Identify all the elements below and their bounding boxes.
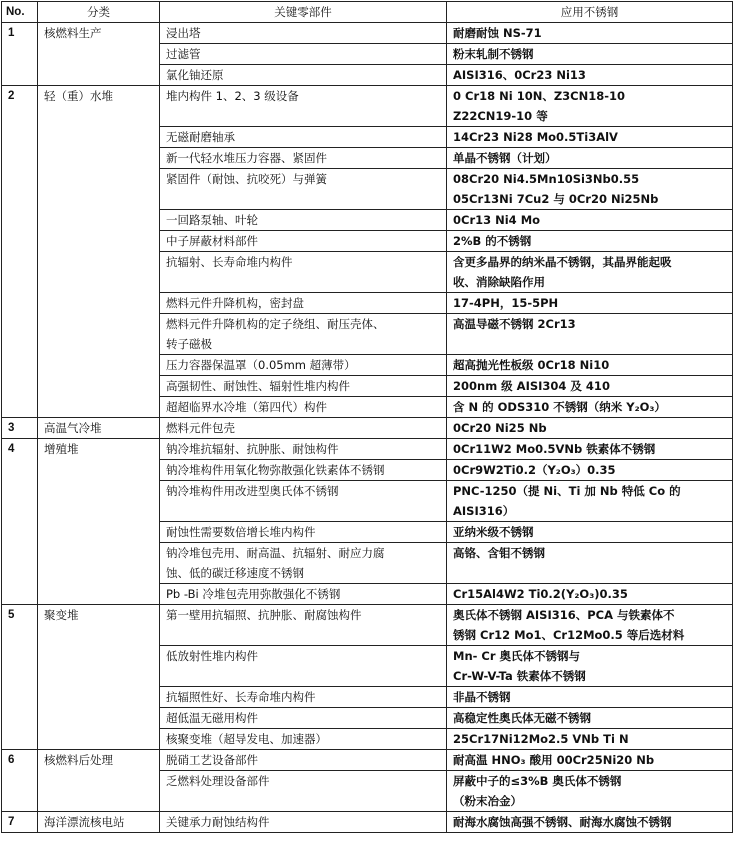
applied-steel: 耐海水腐蚀高强不锈钢、耐海水腐蚀不锈钢 — [447, 812, 733, 833]
table-header — [2, 2, 733, 23]
applied-steel: 耐磨耐蚀 NS-71 — [447, 23, 733, 44]
key-part: 堆内构件 1、2、3 级设备 — [160, 86, 447, 127]
key-part: 燃料元件升降机构的定子绕组、耐压壳体、 转子磁极 — [160, 314, 447, 355]
table-row — [2, 750, 733, 771]
table-row — [2, 812, 733, 833]
applied-steel: 超高抛光性板级 0Cr18 Ni10 — [447, 355, 733, 376]
key-part: 超超临界水冷堆（第四代）构件 — [160, 397, 447, 418]
header-row — [2, 2, 733, 23]
applied-steel: 高温导磁不锈钢 2Cr13 — [447, 314, 733, 355]
key-part: 第一壁用抗辐照、抗肿胀、耐腐蚀构件 — [160, 605, 447, 646]
applied-steel: 耐高温 HNO₃ 酸用 00Cr25Ni20 Nb — [447, 750, 733, 771]
key-part: 紧固件（耐蚀、抗咬死）与弹簧 — [160, 169, 447, 210]
header-parts: 关键零部件 — [160, 2, 447, 23]
row-category: 海洋漂流核电站 — [38, 812, 160, 833]
applied-steel: 0 Cr18 Ni 10N、Z3CN18-10 Z22CN19-10 等 — [447, 86, 733, 127]
applied-steel: 17-4PH，15-5PH — [447, 293, 733, 314]
applied-steel: 0Cr13 Ni4 Mo — [447, 210, 733, 231]
table-row — [2, 23, 733, 44]
key-part: 燃料元件包壳 — [160, 418, 447, 439]
applied-steel: 高稳定性奥氏体无磁不锈钢 — [447, 708, 733, 729]
row-category: 核燃料后处理 — [38, 750, 160, 812]
applied-steel: 08Cr20 Ni4.5Mn10Si3Nb0.55 05Cr13Ni 7Cu2 与 0Cr20 Ni25Nb — [447, 169, 733, 210]
applied-steel: 200nm 级 AISI304 及 410 — [447, 376, 733, 397]
header-category: 分类 — [38, 2, 160, 23]
table-body — [2, 23, 733, 833]
applied-steel: Cr15Al4W2 Ti0.2(Y₂O₃)0.35 — [447, 584, 733, 605]
row-number: 1 — [2, 23, 38, 86]
key-part: 无磁耐磨轴承 — [160, 127, 447, 148]
key-part: 钠冷堆构件用改进型奥氏体不锈钢 — [160, 481, 447, 522]
key-part: 耐蚀性需要数倍增长堆内构件 — [160, 522, 447, 543]
applied-steel: PNC-1250（提 Ni、Ti 加 Nb 特低 Co 的 AISI316） — [447, 481, 733, 522]
key-part: 抗辐射、长寿命堆内构件 — [160, 252, 447, 293]
applied-steel: Mn- Cr 奥氏体不锈钢与 Cr-W-V-Ta 铁素体不锈钢 — [447, 646, 733, 687]
applied-steel: 0Cr11W2 Mo0.5VNb 铁素体不锈钢 — [447, 439, 733, 460]
key-part: 浸出塔 — [160, 23, 447, 44]
applied-steel: 非晶不锈钢 — [447, 687, 733, 708]
table-row — [2, 86, 733, 127]
applied-steel: 25Cr17Ni12Mo2.5 VNb Ti N — [447, 729, 733, 750]
applied-steel: 奥氏体不锈钢 AISI316、PCA 与铁素体不 锈钢 Cr12 Mo1、Cr12Mo0.5 等后选材料 — [447, 605, 733, 646]
key-part: 氯化铀还原 — [160, 65, 447, 86]
row-number: 2 — [2, 86, 38, 418]
key-part: 燃料元件升降机构，密封盘 — [160, 293, 447, 314]
key-part: 脱硝工艺设备部件 — [160, 750, 447, 771]
header-steel: 应用不锈钢 — [447, 2, 733, 23]
key-part: 中子屏蔽材料部件 — [160, 231, 447, 252]
applied-steel: 2%B 的不锈钢 — [447, 231, 733, 252]
key-part: Pb -Bi 冷堆包壳用弥散强化不锈钢 — [160, 584, 447, 605]
row-number: 6 — [2, 750, 38, 812]
nuclear-stainless-steel-table — [1, 1, 733, 833]
key-part: 新一代轻水堆压力容器、紧固件 — [160, 148, 447, 169]
key-part: 核聚变堆（超导发电、加速器） — [160, 729, 447, 750]
row-category: 增殖堆 — [38, 439, 160, 605]
key-part: 过滤管 — [160, 44, 447, 65]
table-row — [2, 418, 733, 439]
table-row — [2, 605, 733, 646]
row-category: 聚变堆 — [38, 605, 160, 750]
key-part: 高强韧性、耐蚀性、辐射性堆内构件 — [160, 376, 447, 397]
applied-steel: 屏蔽中子的≤3%B 奥氏体不锈钢 （粉末冶金） — [447, 771, 733, 812]
row-category: 核燃料生产 — [38, 23, 160, 86]
key-part: 压力容器保温罩（0.05mm 超薄带） — [160, 355, 447, 376]
row-number: 3 — [2, 418, 38, 439]
applied-steel: 含更多晶界的纳米晶不锈钢，其晶界能起吸 收、消除缺陷作用 — [447, 252, 733, 293]
applied-steel: 高铬、含钼不锈钢 — [447, 543, 733, 584]
applied-steel: 0Cr9W2Ti0.2（Y₂O₃）0.35 — [447, 460, 733, 481]
key-part: 一回路泵轴、叶轮 — [160, 210, 447, 231]
row-category: 高温气冷堆 — [38, 418, 160, 439]
table-row — [2, 439, 733, 460]
applied-steel: 亚纳米级不锈钢 — [447, 522, 733, 543]
header-no: No. — [2, 2, 38, 23]
key-part: 钠冷堆包壳用、耐高温、抗辐射、耐应力腐 蚀、低的碳迁移速度不锈钢 — [160, 543, 447, 584]
row-number: 4 — [2, 439, 38, 605]
key-part: 关键承力耐蚀结构件 — [160, 812, 447, 833]
row-number: 5 — [2, 605, 38, 750]
key-part: 超低温无磁用构件 — [160, 708, 447, 729]
applied-steel: AISI316、0Cr23 Ni13 — [447, 65, 733, 86]
key-part: 钠冷堆抗辐射、抗肿胀、耐蚀构件 — [160, 439, 447, 460]
key-part: 低放射性堆内构件 — [160, 646, 447, 687]
applied-steel: 14Cr23 Ni28 Mo0.5Ti3AlV — [447, 127, 733, 148]
key-part: 乏燃料处理设备部件 — [160, 771, 447, 812]
key-part: 抗辐照性好、长寿命堆内构件 — [160, 687, 447, 708]
applied-steel: 含 N 的 ODS310 不锈钢（纳米 Y₂O₃） — [447, 397, 733, 418]
applied-steel: 单晶不锈钢（计划） — [447, 148, 733, 169]
applied-steel: 0Cr20 Ni25 Nb — [447, 418, 733, 439]
row-number: 7 — [2, 812, 38, 833]
row-category: 轻（重）水堆 — [38, 86, 160, 418]
key-part: 钠冷堆构件用氧化物弥散强化铁素体不锈钢 — [160, 460, 447, 481]
applied-steel: 粉末轧制不锈钢 — [447, 44, 733, 65]
